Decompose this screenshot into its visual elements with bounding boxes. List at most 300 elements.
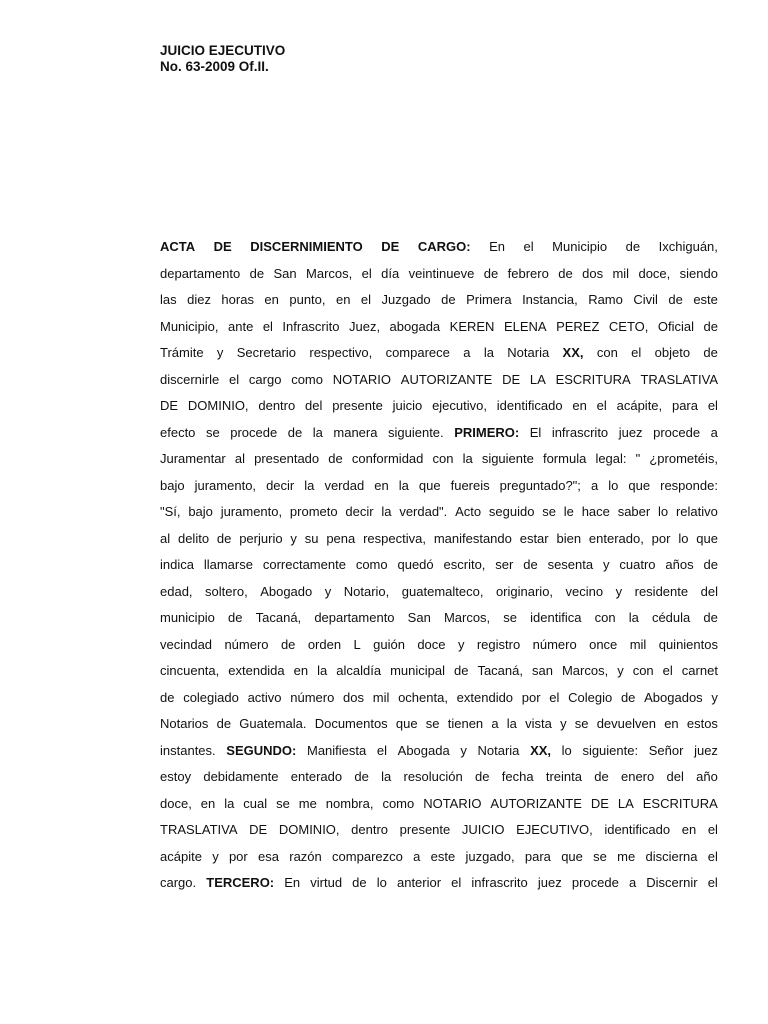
word: san — [532, 663, 553, 678]
text-line — [160, 526, 718, 553]
word: doce, — [160, 795, 192, 811]
word: de — [523, 557, 538, 572]
word: la — [317, 663, 328, 678]
word: Abogada — [397, 742, 450, 758]
word: enterado, — [588, 530, 644, 546]
word: punto, — [289, 292, 326, 307]
word: manera — [333, 424, 378, 440]
word: de — [594, 769, 609, 784]
word: el — [707, 398, 718, 413]
word: esa — [258, 848, 279, 864]
word: con — [632, 663, 654, 678]
word: juzgado, — [465, 848, 515, 864]
word: quinientos — [658, 636, 718, 652]
word: doce, — [638, 265, 671, 281]
word: NOTARIO — [423, 795, 482, 811]
text-line — [160, 658, 718, 685]
word: siguiente — [481, 451, 534, 466]
word: extendida — [228, 663, 285, 678]
word: Municipio, — [160, 318, 219, 334]
word: que — [418, 477, 441, 493]
word: vecino — [565, 583, 604, 599]
word: vecindad — [160, 636, 213, 652]
text-line — [160, 499, 718, 526]
word: extendido — [456, 689, 514, 705]
text-line — [160, 764, 718, 791]
word: Documentos — [314, 716, 388, 731]
word: de — [703, 557, 718, 572]
word: de — [703, 345, 718, 360]
word: cuatro — [619, 557, 656, 572]
word: manifestando — [433, 530, 512, 546]
word: lo — [678, 530, 689, 546]
word: de — [216, 530, 232, 546]
word: objeto — [654, 345, 691, 360]
word: y — [216, 345, 224, 360]
word: el — [376, 742, 388, 758]
word: orden — [307, 636, 342, 652]
word: cincuenta, — [160, 663, 220, 678]
word: DE — [249, 822, 268, 837]
word: veintinueve — [408, 265, 475, 281]
word: de — [160, 689, 175, 705]
word: el — [451, 875, 462, 890]
word: juez — [537, 875, 562, 890]
word: que — [628, 477, 651, 493]
word: de — [249, 265, 265, 281]
word: con — [594, 610, 616, 625]
word: número — [290, 689, 335, 705]
word: bajo — [160, 477, 185, 493]
word: de — [216, 716, 232, 731]
word: DE — [160, 398, 179, 413]
word: años — [665, 557, 694, 572]
word: de — [441, 292, 456, 307]
word: y — [615, 583, 623, 599]
word: se — [205, 424, 220, 440]
word: departamento — [160, 265, 241, 281]
word: infrascrito — [551, 424, 609, 440]
word: y — [560, 716, 567, 731]
word: se — [574, 716, 589, 731]
word: tienen — [447, 716, 484, 731]
word: comparezco — [332, 848, 403, 864]
word: año — [696, 769, 718, 784]
word: estoy — [160, 769, 192, 784]
word: estos — [686, 716, 718, 731]
text-line — [160, 340, 718, 367]
word: cual — [243, 795, 268, 811]
word: Civil — [633, 292, 658, 307]
word: guatemalteco, — [401, 583, 484, 599]
word: ESCRITURA — [642, 795, 718, 811]
text-line — [160, 234, 718, 261]
word: en — [264, 292, 279, 307]
word: horas — [221, 292, 254, 307]
word: carnet — [681, 663, 718, 678]
word: Ixchiguán, — [658, 239, 718, 254]
word: el — [361, 265, 372, 281]
text-line — [160, 473, 718, 500]
word: se — [542, 504, 556, 519]
word: relativo — [675, 504, 718, 519]
text-line — [160, 711, 718, 738]
word: estar — [519, 530, 549, 546]
word: correctamente — [262, 557, 346, 572]
text-line — [160, 579, 718, 606]
word: once — [589, 636, 618, 652]
word: y — [324, 583, 332, 599]
text-line — [160, 314, 718, 341]
word: ser — [495, 557, 514, 572]
word: de — [668, 292, 683, 307]
word: el — [707, 822, 718, 837]
word: en — [200, 795, 216, 811]
word: que — [561, 848, 583, 864]
word: la — [381, 769, 392, 784]
word: Marcos, — [306, 265, 353, 281]
word: hace — [581, 504, 610, 519]
word: la — [483, 345, 494, 360]
word: como — [291, 371, 323, 387]
word: el — [262, 318, 273, 334]
word: comparece — [385, 345, 450, 360]
word: de — [328, 451, 343, 466]
word: febrero — [507, 265, 549, 281]
bold-word: ACTA — [160, 239, 196, 254]
word: del — [700, 583, 718, 599]
word: debidamente — [203, 769, 279, 784]
word: soltero, — [205, 583, 248, 599]
word: juicio — [392, 398, 423, 413]
word: procede — [571, 875, 619, 890]
word: este — [693, 292, 718, 307]
word: procede — [230, 424, 278, 440]
text-line — [160, 393, 718, 420]
word: JUICIO — [461, 822, 505, 837]
word: LA — [617, 795, 634, 811]
word: de — [352, 875, 367, 890]
act-body-text — [160, 234, 718, 897]
word: se — [593, 848, 607, 864]
word: en — [293, 663, 309, 678]
word: conformidad — [351, 451, 424, 466]
word: a — [463, 345, 471, 360]
word: cédula — [651, 610, 691, 625]
word: para — [524, 848, 551, 864]
word: fuereis — [450, 477, 490, 493]
word: Marcos, — [561, 663, 609, 678]
word: perjurio — [239, 530, 283, 546]
word: departamento — [314, 610, 395, 625]
text-line — [160, 870, 718, 897]
word: su — [304, 530, 319, 546]
word: respectivo, — [309, 345, 373, 360]
word: juramento, — [194, 477, 257, 493]
text-line — [160, 261, 718, 288]
word: se — [276, 795, 290, 811]
word: identifica — [530, 610, 582, 625]
word: Tacaná, — [255, 610, 302, 625]
word: Juramentar — [160, 451, 226, 466]
bold-word: XX, — [530, 742, 552, 758]
word: delito — [177, 530, 210, 546]
word: llamarse — [203, 557, 253, 572]
bold-word: CARGO: — [417, 239, 471, 254]
word: legal: — [595, 451, 627, 466]
word: municipio — [160, 610, 215, 625]
word: las — [160, 292, 177, 307]
word: juez — [618, 424, 643, 440]
word: KEREN — [449, 318, 495, 334]
word: verdad". — [399, 504, 448, 519]
word: originario, — [495, 583, 554, 599]
word: Guatemala. — [239, 716, 307, 731]
word: virtud — [310, 875, 343, 890]
word: Tacaná, — [477, 663, 523, 678]
word: LA — [529, 371, 546, 387]
word: Notario, — [343, 583, 390, 599]
word: el — [707, 848, 718, 864]
word: seguido — [488, 504, 535, 519]
word: este — [430, 848, 456, 864]
word: me — [298, 795, 317, 811]
text-line — [160, 791, 718, 818]
word: anterior — [396, 875, 442, 890]
word: la — [304, 477, 315, 493]
word: la — [628, 610, 639, 625]
word: abogada — [389, 318, 441, 334]
word: la — [506, 716, 517, 731]
word: de — [280, 636, 296, 652]
word: lo — [376, 875, 387, 890]
word: en — [681, 822, 697, 837]
word: ELENA — [503, 318, 547, 334]
word: por — [521, 689, 541, 705]
word: juez — [694, 742, 718, 758]
word: de — [703, 318, 718, 334]
word: respectiva, — [363, 530, 426, 546]
word: registro — [476, 636, 521, 652]
word: AUTORIZANTE — [490, 795, 582, 811]
word: acápite — [160, 848, 202, 864]
word: L — [353, 636, 361, 652]
text-line — [160, 632, 718, 659]
word: En — [489, 239, 505, 254]
word: a — [590, 477, 599, 493]
word: el — [596, 398, 607, 413]
word: en — [664, 716, 679, 731]
word: cargo. — [160, 875, 197, 890]
word: residente — [634, 583, 689, 599]
word: día — [381, 265, 400, 281]
word: instantes. — [160, 742, 216, 758]
word: PEREZ — [556, 318, 600, 334]
word: en — [335, 292, 351, 307]
word: Municipio — [552, 239, 608, 254]
word: presente — [399, 822, 451, 837]
word: San — [407, 610, 431, 625]
case-number: No. 63-2009 Of.II. — [160, 59, 269, 74]
word: ESCRITURA — [555, 371, 631, 387]
word: DE — [502, 371, 521, 387]
word: resolución — [403, 769, 463, 784]
word: enero — [620, 769, 655, 784]
word: de — [287, 424, 303, 440]
word: guión — [373, 636, 405, 652]
word: NOTARIO — [332, 371, 392, 387]
word: nombra, — [325, 795, 374, 811]
word: el — [707, 875, 718, 890]
word: dos — [582, 265, 604, 281]
word: activo — [247, 689, 282, 705]
word: quedó — [397, 557, 434, 572]
word: responde: — [660, 477, 718, 493]
word: dentro — [258, 398, 296, 413]
word: Señor — [648, 742, 684, 758]
word: pena — [326, 530, 356, 546]
word: al — [160, 530, 171, 546]
word: en — [374, 477, 389, 493]
word: Trámite — [160, 345, 204, 360]
word: a — [628, 875, 637, 890]
word: doce — [417, 636, 446, 652]
word: DOMINIO, — [278, 822, 340, 837]
bold-word: DE — [381, 239, 400, 254]
word: alcaldía — [336, 663, 382, 678]
word: ochenta, — [398, 689, 448, 705]
word: TRASLATIVA — [640, 371, 718, 387]
word: la — [462, 451, 473, 466]
word: identificado — [496, 398, 563, 413]
word: Manifiesta — [307, 742, 367, 758]
word: me — [617, 848, 636, 864]
word: para — [671, 398, 698, 413]
word: de — [483, 265, 499, 281]
word: de — [620, 689, 636, 705]
word: municipal — [390, 663, 445, 678]
word: la — [381, 504, 392, 519]
text-line — [160, 552, 718, 579]
word: CETO, — [608, 318, 649, 334]
word: discierna — [645, 848, 698, 864]
word: DE — [590, 795, 609, 811]
word: de — [558, 265, 573, 281]
bold-word: TERCERO: — [206, 875, 275, 890]
word: por — [651, 530, 671, 546]
text-line — [160, 287, 718, 314]
word: dentro — [351, 822, 389, 837]
word: "Sí, — [160, 504, 181, 519]
word: acápite, — [616, 398, 663, 413]
word: siendo — [679, 265, 718, 281]
document-title: JUICIO EJECUTIVO — [160, 43, 286, 58]
word: escrito, — [443, 557, 486, 572]
word: identificado — [604, 822, 671, 837]
bold-word: SEGUNDO: — [226, 742, 297, 758]
word: Oficial — [657, 318, 694, 334]
word: y — [711, 689, 718, 705]
word: y — [290, 530, 297, 546]
word: dos — [343, 689, 365, 705]
word: la — [224, 795, 235, 811]
word: ejecutivo, — [432, 398, 487, 413]
word: Notaria — [477, 742, 520, 758]
word: de — [475, 769, 490, 784]
word: el — [229, 371, 240, 387]
word: con — [432, 451, 454, 466]
word: bajo — [188, 504, 213, 519]
word: devuelven — [596, 716, 656, 731]
word: Primera — [466, 292, 512, 307]
word: de — [453, 663, 469, 678]
text-line — [160, 844, 718, 871]
word: indica — [160, 557, 194, 572]
word: cargo — [248, 371, 282, 387]
word: EJECUTIVO, — [516, 822, 593, 837]
word: la — [398, 477, 409, 493]
word: el — [360, 292, 372, 307]
word: presente — [332, 398, 383, 413]
word: se — [503, 610, 518, 625]
word: de — [354, 769, 369, 784]
word: Instancia, — [522, 292, 578, 307]
word: del — [305, 398, 323, 413]
text-line — [160, 420, 718, 447]
text-line — [160, 446, 718, 473]
word: número — [532, 636, 577, 652]
word: prometo — [289, 504, 338, 519]
word: a — [491, 716, 499, 731]
document-header — [160, 43, 285, 75]
word: razón — [289, 848, 322, 864]
word: y — [617, 663, 624, 678]
word: del — [666, 769, 684, 784]
word: Colegio — [568, 689, 613, 705]
bold-word: XX, — [562, 345, 584, 360]
word: mil — [612, 265, 630, 281]
word: mil — [629, 636, 647, 652]
word: a — [413, 848, 421, 864]
word: a — [710, 424, 718, 440]
word: ¿prometéis, — [649, 451, 718, 466]
word: que — [395, 716, 418, 731]
word: saber — [617, 504, 651, 519]
bold-word: DISCERNIMIENTO — [250, 239, 363, 254]
word: Ramo — [588, 292, 623, 307]
word: Abogados — [644, 689, 703, 705]
word: DOMINIO, — [187, 398, 249, 413]
word: y — [212, 848, 219, 864]
word: mil — [372, 689, 390, 705]
word: edad, — [160, 583, 193, 599]
word: el — [549, 689, 560, 705]
word: infrascrito — [471, 875, 528, 890]
word: juramento, — [220, 504, 283, 519]
word: número — [224, 636, 269, 652]
word: enterado — [290, 769, 343, 784]
word: preguntado?"; — [499, 477, 581, 493]
word: sesenta — [547, 557, 594, 572]
word: de — [703, 610, 718, 625]
text-line — [160, 367, 718, 394]
text-line — [160, 685, 718, 712]
word: El — [529, 424, 542, 440]
word: que — [696, 530, 718, 546]
word: Juzgado — [381, 292, 431, 307]
word: el — [523, 239, 534, 254]
word: Marcos, — [443, 610, 491, 625]
